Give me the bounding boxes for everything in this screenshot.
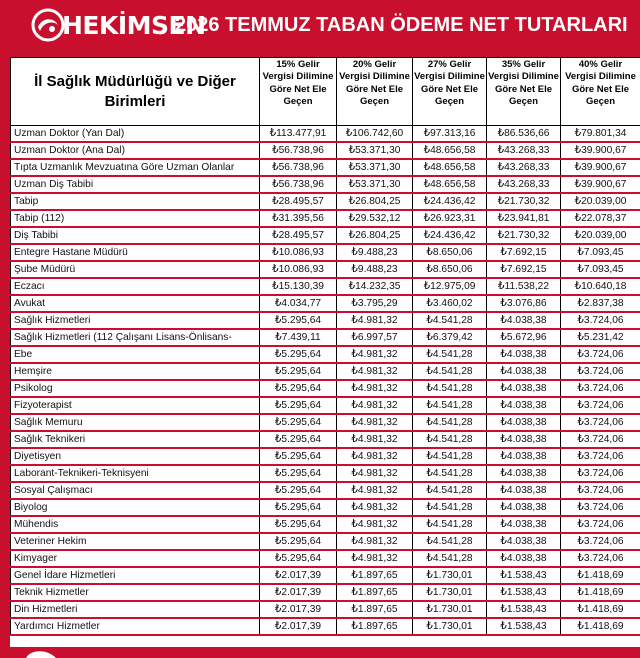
row-value: ₺1.418,69	[561, 618, 640, 635]
row-value: ₺4.038,38	[487, 397, 561, 414]
row-value: ₺2.017,39	[260, 601, 337, 618]
row-value: ₺5.295,64	[260, 380, 337, 397]
row-value: ₺3.076,86	[487, 295, 561, 312]
row-title: Tıpta Uzmanlık Mevzuatına Göre Uzman Olanlar	[11, 159, 260, 176]
table-row	[11, 159, 640, 176]
table-row	[11, 142, 640, 159]
row-value: ₺6.379,42	[413, 329, 487, 346]
row-title: Ebe	[11, 346, 260, 363]
row-value: ₺3.724,06	[561, 465, 640, 482]
row-value: ₺1.538,43	[487, 567, 561, 584]
table-row	[11, 176, 640, 193]
row-value: ₺4.981,32	[337, 516, 413, 533]
row-value: ₺1.418,69	[561, 584, 640, 601]
row-value: ₺29.532,12	[337, 210, 413, 227]
row-value: ₺4.038,38	[487, 312, 561, 329]
row-value: ₺4.541,28	[413, 363, 487, 380]
row-value: ₺26.923,31	[413, 210, 487, 227]
row-value: ₺4.981,32	[337, 465, 413, 482]
row-value: ₺2.017,39	[260, 584, 337, 601]
row-value: ₺2.017,39	[260, 618, 337, 635]
row-value: ₺3.724,06	[561, 397, 640, 414]
row-value: ₺4.541,28	[413, 482, 487, 499]
row-value: ₺4.541,28	[413, 397, 487, 414]
row-value: ₺53.371,30	[337, 142, 413, 159]
row-value: ₺5.295,64	[260, 431, 337, 448]
row-value: ₺5.295,64	[260, 533, 337, 550]
table-row	[11, 193, 640, 210]
row-value: ₺10.086,93	[260, 244, 337, 261]
table-row	[11, 329, 640, 346]
payment-table	[10, 57, 640, 636]
table-row	[11, 227, 640, 244]
row-value: ₺39.900,67	[561, 176, 640, 193]
row-value: ₺26.804,25	[337, 193, 413, 210]
row-value: ₺4.981,32	[337, 397, 413, 414]
table-row	[11, 584, 640, 601]
row-value: ₺21.730,32	[487, 193, 561, 210]
row-value: ₺5.295,64	[260, 448, 337, 465]
row-value: ₺5.295,64	[260, 465, 337, 482]
row-value: ₺7.692,15	[487, 261, 561, 278]
column-header-20: 20% Gelir Vergisi Dilimine Göre Net Ele Geçen	[337, 58, 413, 126]
row-value: ₺21.730,32	[487, 227, 561, 244]
table-row	[11, 414, 640, 431]
row-title: Sağlık Teknikeri	[11, 431, 260, 448]
table-row	[11, 210, 640, 227]
row-title: Din Hizmetleri	[11, 601, 260, 618]
row-value: ₺56.738,96	[260, 159, 337, 176]
row-value: ₺31.395,56	[260, 210, 337, 227]
row-value: ₺4.038,38	[487, 465, 561, 482]
row-value: ₺3.724,06	[561, 499, 640, 516]
row-title: Avukat	[11, 295, 260, 312]
row-value: ₺14.232,35	[337, 278, 413, 295]
logo-text: HEKİMSEN	[62, 10, 206, 40]
row-value: ₺2.017,39	[260, 567, 337, 584]
row-value: ₺5.295,64	[260, 363, 337, 380]
row-value: ₺7.439,11	[260, 329, 337, 346]
table-row	[11, 567, 640, 584]
row-title: Fizyoterapist	[11, 397, 260, 414]
row-value: ₺4.981,32	[337, 346, 413, 363]
row-value: ₺86.536,66	[487, 126, 561, 143]
row-value: ₺2.837,38	[561, 295, 640, 312]
row-title: Sağlık Memuru	[11, 414, 260, 431]
table-row	[11, 312, 640, 329]
row-value: ₺3.724,06	[561, 448, 640, 465]
table-header-row	[11, 58, 640, 126]
table-body	[11, 126, 640, 636]
table-row	[11, 397, 640, 414]
row-value: ₺53.371,30	[337, 176, 413, 193]
row-value: ₺4.038,38	[487, 414, 561, 431]
column-header-15: 15% Gelir Vergisi Dilimine Göre Net Ele Geçen	[260, 58, 337, 126]
row-value: ₺4.038,38	[487, 448, 561, 465]
row-value: ₺10.640,18	[561, 278, 640, 295]
row-value: ₺4.038,38	[487, 482, 561, 499]
row-value: ₺56.738,96	[260, 142, 337, 159]
row-value: ₺24.436,42	[413, 193, 487, 210]
row-value: ₺4.981,32	[337, 312, 413, 329]
column-header-35: 35% Gelir Vergisi Dilimine Göre Net Ele Geçen	[487, 58, 561, 126]
row-value: ₺79.801,34	[561, 126, 640, 143]
row-title: Hemşire	[11, 363, 260, 380]
row-value: ₺12.975,09	[413, 278, 487, 295]
row-value: ₺11.538,22	[487, 278, 561, 295]
table-row	[11, 126, 640, 143]
row-value: ₺3.724,06	[561, 363, 640, 380]
column-header-40: 40% Gelir Vergisi Dilimine Göre Net Ele Geçen	[561, 58, 640, 126]
row-title: Tabip	[11, 193, 260, 210]
row-value: ₺4.541,28	[413, 448, 487, 465]
unit-column-header: İl Sağlık Müdürlüğü ve Diğer Birimleri	[11, 58, 260, 126]
row-value: ₺5.295,64	[260, 499, 337, 516]
row-value: ₺5.295,64	[260, 414, 337, 431]
row-value: ₺43.268,33	[487, 142, 561, 159]
row-title: Sağlık Hizmetleri	[11, 312, 260, 329]
row-value: ₺1.730,01	[413, 618, 487, 635]
row-value: ₺4.038,38	[487, 363, 561, 380]
row-value: ₺4.038,38	[487, 499, 561, 516]
table-row	[11, 261, 640, 278]
row-value: ₺28.495,57	[260, 227, 337, 244]
row-value: ₺1.897,65	[337, 567, 413, 584]
row-title: Kimyager	[11, 550, 260, 567]
row-title: Uzman Doktor (Ana Dal)	[11, 142, 260, 159]
row-value: ₺4.981,32	[337, 431, 413, 448]
row-value: ₺4.541,28	[413, 312, 487, 329]
row-value: ₺1.418,69	[561, 601, 640, 618]
row-value: ₺5.295,64	[260, 397, 337, 414]
row-value: ₺3.724,06	[561, 312, 640, 329]
row-value: ₺4.981,32	[337, 499, 413, 516]
row-value: ₺8.650,06	[413, 261, 487, 278]
table-row	[11, 431, 640, 448]
row-value: ₺6.997,57	[337, 329, 413, 346]
row-title: Uzman Doktor (Yan Dal)	[11, 126, 260, 143]
row-value: ₺4.541,28	[413, 533, 487, 550]
row-value: ₺15.130,39	[260, 278, 337, 295]
footer-logo-fragment	[22, 648, 62, 658]
row-value: ₺1.897,65	[337, 584, 413, 601]
row-title: Mühendis	[11, 516, 260, 533]
row-value: ₺22.078,37	[561, 210, 640, 227]
row-value: ₺4.981,32	[337, 448, 413, 465]
row-value: ₺4.541,28	[413, 346, 487, 363]
row-value: ₺3.724,06	[561, 516, 640, 533]
page-header	[0, 0, 640, 54]
table-row	[11, 482, 640, 499]
table-row	[11, 278, 640, 295]
row-value: ₺4.034,77	[260, 295, 337, 312]
row-value: ₺20.039,00	[561, 193, 640, 210]
table-row	[11, 244, 640, 261]
row-title: Veteriner Hekim	[11, 533, 260, 550]
row-value: ₺39.900,67	[561, 142, 640, 159]
row-title: Teknik Hizmetler	[11, 584, 260, 601]
page-title: 2026 TEMMUZ TABAN ÖDEME NET TUTARLARI	[175, 14, 628, 36]
column-header-27: 27% Gelir Vergisi Dilimine Göre Net Ele Geçen	[413, 58, 487, 126]
row-value: ₺10.086,93	[260, 261, 337, 278]
row-value: ₺4.038,38	[487, 346, 561, 363]
row-value: ₺7.093,45	[561, 261, 640, 278]
row-value: ₺4.038,38	[487, 533, 561, 550]
row-value: ₺1.897,65	[337, 618, 413, 635]
row-value: ₺4.981,32	[337, 380, 413, 397]
row-value: ₺4.981,32	[337, 363, 413, 380]
row-value: ₺3.795,29	[337, 295, 413, 312]
table-row	[11, 295, 640, 312]
row-value: ₺5.295,64	[260, 346, 337, 363]
row-value: ₺56.738,96	[260, 176, 337, 193]
row-title: Tabip (112)	[11, 210, 260, 227]
row-title: Şube Müdürü	[11, 261, 260, 278]
row-title: Laborant-Teknikeri-Teknisyeni	[11, 465, 260, 482]
row-value: ₺3.724,06	[561, 346, 640, 363]
table-row	[11, 380, 640, 397]
row-title: Psikolog	[11, 380, 260, 397]
row-value: ₺1.538,43	[487, 584, 561, 601]
row-value: ₺4.981,32	[337, 414, 413, 431]
row-value: ₺53.371,30	[337, 159, 413, 176]
table-row	[11, 550, 640, 567]
hekimsen-swirl-icon	[30, 7, 66, 43]
row-value: ₺4.541,28	[413, 380, 487, 397]
row-title: Uzman Diş Tabibi	[11, 176, 260, 193]
row-value: ₺43.268,33	[487, 159, 561, 176]
row-title: Entegre Hastane Müdürü	[11, 244, 260, 261]
row-value: ₺26.804,25	[337, 227, 413, 244]
row-value: ₺4.541,28	[413, 431, 487, 448]
row-value: ₺48.656,58	[413, 159, 487, 176]
row-value: ₺1.538,43	[487, 618, 561, 635]
row-value: ₺3.724,06	[561, 533, 640, 550]
row-value: ₺9.488,23	[337, 244, 413, 261]
row-title: Diyetisyen	[11, 448, 260, 465]
row-value: ₺5.295,64	[260, 516, 337, 533]
row-value: ₺5.672,96	[487, 329, 561, 346]
row-value: ₺1.730,01	[413, 567, 487, 584]
table-row	[11, 346, 640, 363]
table-row	[11, 499, 640, 516]
table-row	[11, 618, 640, 635]
row-value: ₺4.038,38	[487, 550, 561, 567]
row-value: ₺3.724,06	[561, 431, 640, 448]
row-value: ₺7.692,15	[487, 244, 561, 261]
row-value: ₺8.650,06	[413, 244, 487, 261]
row-value: ₺4.038,38	[487, 516, 561, 533]
row-value: ₺20.039,00	[561, 227, 640, 244]
row-value: ₺48.656,58	[413, 176, 487, 193]
row-value: ₺5.295,64	[260, 550, 337, 567]
row-value: ₺1.538,43	[487, 601, 561, 618]
row-value: ₺5.231,42	[561, 329, 640, 346]
row-title: Biyolog	[11, 499, 260, 516]
row-value: ₺1.730,01	[413, 601, 487, 618]
row-value: ₺28.495,57	[260, 193, 337, 210]
row-value: ₺24.436,42	[413, 227, 487, 244]
row-value: ₺3.724,06	[561, 550, 640, 567]
row-value: ₺39.900,67	[561, 159, 640, 176]
row-value: ₺5.295,64	[260, 482, 337, 499]
row-value: ₺3.724,06	[561, 482, 640, 499]
row-value: ₺3.460,02	[413, 295, 487, 312]
row-value: ₺4.541,28	[413, 499, 487, 516]
row-value: ₺5.295,64	[260, 312, 337, 329]
row-value: ₺4.038,38	[487, 431, 561, 448]
table-row	[11, 533, 640, 550]
row-title: Yardımcı Hizmetler	[11, 618, 260, 635]
row-value: ₺4.541,28	[413, 414, 487, 431]
row-value: ₺4.541,28	[413, 550, 487, 567]
row-title: Sosyal Çalışmacı	[11, 482, 260, 499]
row-value: ₺1.418,69	[561, 567, 640, 584]
row-value: ₺4.981,32	[337, 550, 413, 567]
table-row	[11, 465, 640, 482]
table-row	[11, 516, 640, 533]
row-title: Diş Tabibi	[11, 227, 260, 244]
row-title: Eczacı	[11, 278, 260, 295]
row-value: ₺4.981,32	[337, 482, 413, 499]
row-value: ₺3.724,06	[561, 380, 640, 397]
row-value: ₺48.656,58	[413, 142, 487, 159]
table-row	[11, 363, 640, 380]
row-value: ₺9.488,23	[337, 261, 413, 278]
table-row	[11, 601, 640, 618]
row-value: ₺4.038,38	[487, 380, 561, 397]
row-value: ₺4.541,28	[413, 516, 487, 533]
row-value: ₺113.477,91	[260, 126, 337, 143]
table-row	[11, 448, 640, 465]
row-value: ₺7.093,45	[561, 244, 640, 261]
payment-table-sheet	[10, 57, 640, 647]
row-value: ₺97.313,16	[413, 126, 487, 143]
row-value: ₺43.268,33	[487, 176, 561, 193]
row-value: ₺4.541,28	[413, 465, 487, 482]
row-value: ₺1.730,01	[413, 584, 487, 601]
row-value: ₺23.941,81	[487, 210, 561, 227]
row-title: Genel İdare Hizmetleri	[11, 567, 260, 584]
row-value: ₺4.981,32	[337, 533, 413, 550]
row-value: ₺1.897,65	[337, 601, 413, 618]
row-value: ₺3.724,06	[561, 414, 640, 431]
row-title: Sağlık Hizmetleri (112 Çalışanı Lisans-Önlisans-	[11, 329, 260, 346]
row-value: ₺106.742,60	[337, 126, 413, 143]
